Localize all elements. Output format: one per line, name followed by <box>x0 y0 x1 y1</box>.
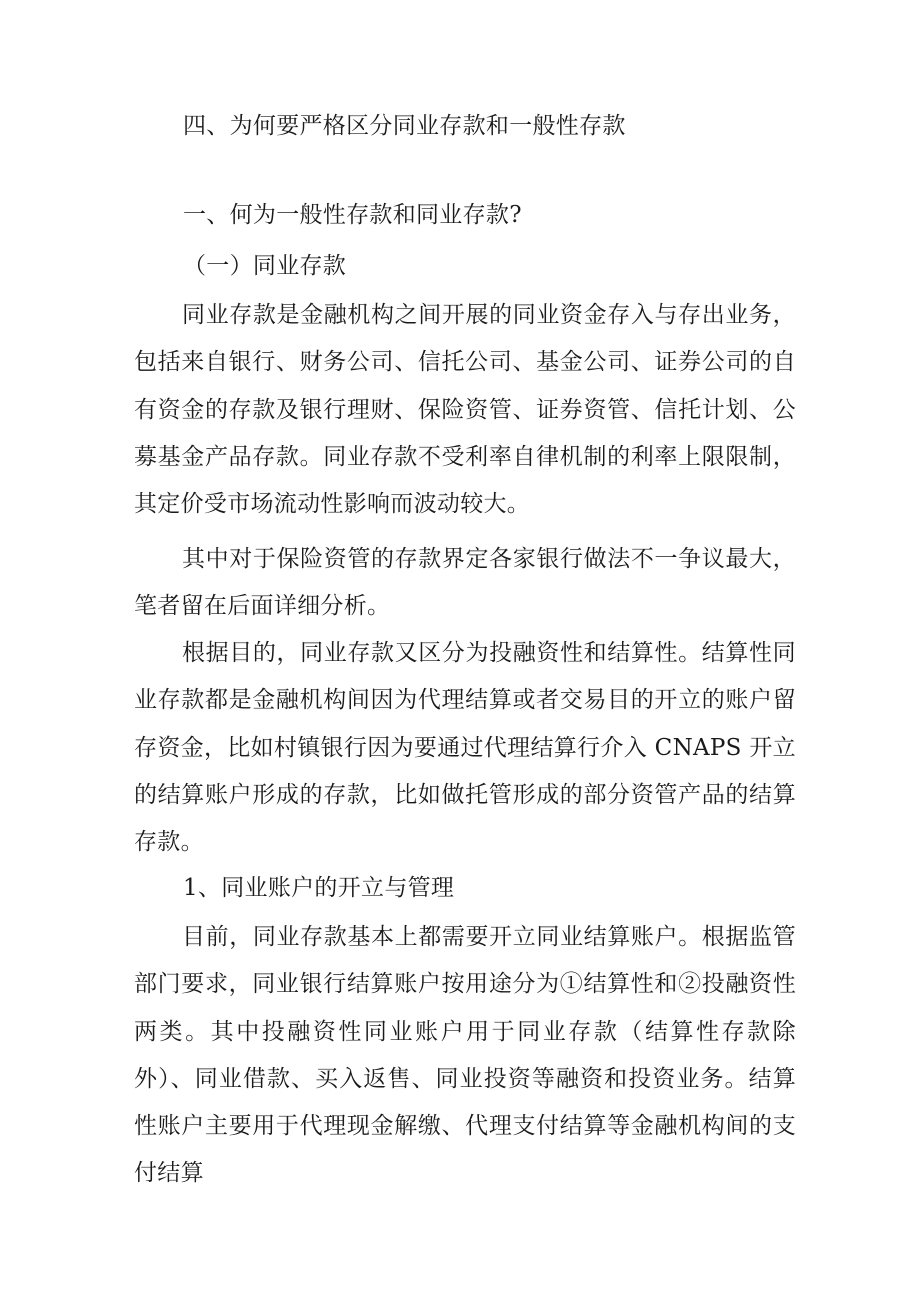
paragraph-definition: 同业存款是金融机构之间开展的同业资金存入与存出业务，包括来自银行、财务公司、信托公司、基金公司、证券公司的自有资金的存款及银行理财、保险资管、证券资管、信托计划、公募基金产品存款。同业存款不受利率自律机制的利率上限限制，其定价受市场流动性影响而波动较大。 <box>134 302 796 518</box>
paragraph-account-management: 目前，同业存款基本上都需要开立同业结算账户。根据监管部门要求，同业银行结算账户按用途分为①结算性和②投融资性两类。其中投融资性同业账户用于同业存款（结算性存款除外）、同业借款、买入返售、同业投资等融资和投资业务。结算性账户主要用于代理现金解缴、代理支付结算等金融机构间的支付结算 <box>134 924 796 1187</box>
subsection-heading: （一）同业存款 <box>183 253 347 279</box>
section-heading: 一、何为一般性存款和同业存款? <box>183 202 522 228</box>
paragraph-insurance-note: 其中对于保险资管的存款界定各家银行做法不一争议最大，笔者留在后面详细分析。 <box>134 546 796 620</box>
item-heading: 1、同业账户的开立与管理 <box>183 875 455 901</box>
document-title: 四、为何要严格区分同业存款和一般性存款 <box>183 113 626 139</box>
paragraph-classification: 根据目的，同业存款又区分为投融资性和结算性。结算性同业存款都是金融机构间因为代理结算或者交易目的开立的账户留存资金，比如村镇银行因为要通过代理结算行介入 CNAPS 开立的结算账户形成的存款，比如做托管形成的部分资管产品的结算存款。 <box>134 640 796 856</box>
